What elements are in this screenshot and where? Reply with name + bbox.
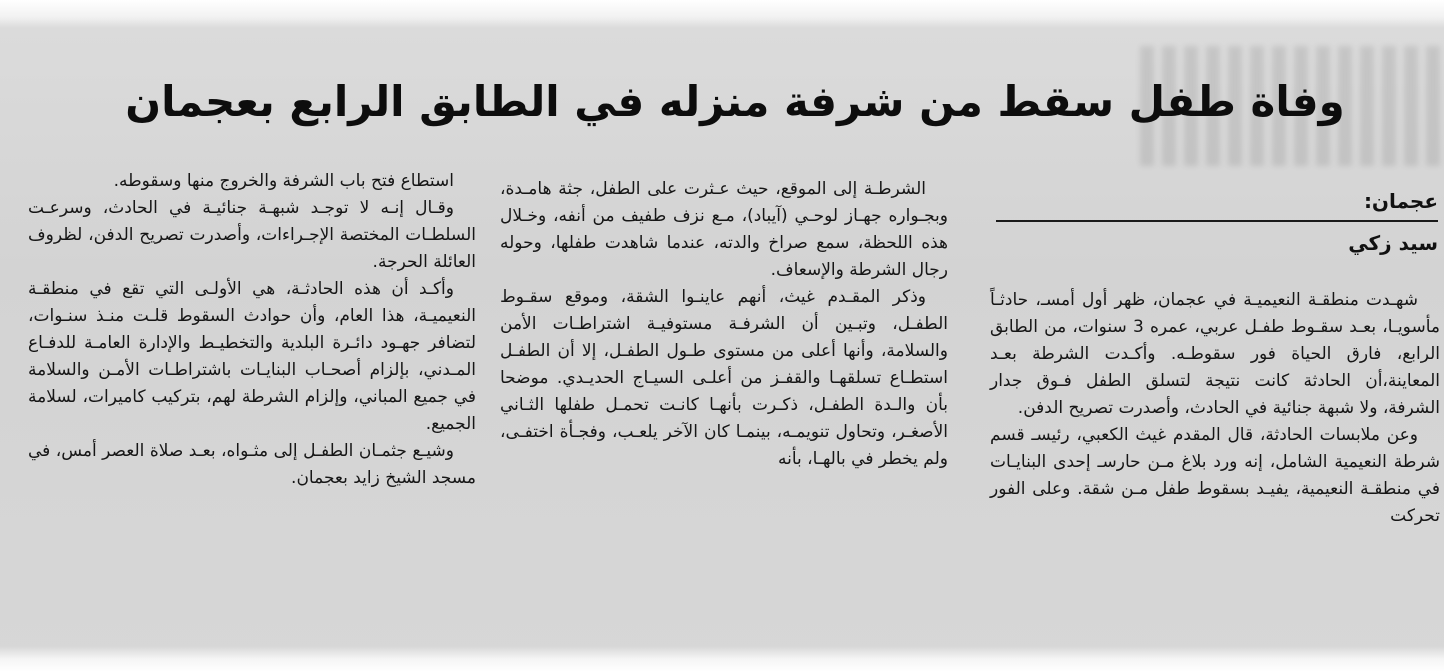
paragraph: وشيـع جثمـان الطفـل إلى مثـواه، بعـد صلاة العصر أمس، في مسجد الشيخ زايد بعجمان. — [28, 441, 476, 488]
paragraph: شهـدت منطقـة النعيميـة في عجمان، ظهر أول أمسـ، حادثـاً مأسويـا، بعـد سقـوط طفـل عربي، عمره 3 سنوات، من الطابق الرابع، فارق الحياة فور سقوطـه. وأكـدت الشرطة بعـد المعاينة،أن الحادثة كانت نتيجة لتسلق الطفل فـوق جدار الشرفة، ولا شبهة جنائية في الحادث، وأصدرت تصريح الدفن. — [990, 290, 1440, 418]
paragraph: وعن ملابسات الحادثة، قال المقدم غيث الكعبي، رئيسـ قسم شرطة النعيمية الشامل، إنه ورد بلاغ مـن حارسـ إحدى البنايـات في منطقـة النعيمية، يفيـد بسقوط طفل مـن شقة. وعلى الفور تحركت — [990, 425, 1440, 526]
paragraph: وأكـد أن هذه الحادثـة، هي الأولـى التي تقع في منطقـة النعيميـة، هذا العام، وأن حوادث السقوط قلـت منـذ سنـوات، لتضافر جهـود دائـرة البلدية والتخطيـط والإدارة العامـة للدفـاع المـدني، بإلزام أصحـاب البنايـات باشتراطـات الأمـن والسلامة في جميع المباني، وإلزام الشرطة لهم، بتركيب كاميرات، لسلامة الجميع. — [28, 279, 476, 434]
article-column-2 — [500, 176, 948, 473]
article-headline: وفاة طفل سقط من شرفة منزله في الطابق الرابع بعجمان — [125, 77, 1345, 126]
byline-divider — [996, 220, 1438, 222]
author-name: سيد زكي — [1348, 231, 1438, 255]
article-column-1 — [990, 287, 1440, 530]
paragraph: وذكر المقـدم غيث، أنهم عاينـوا الشقة، وموقع سقـوط الطفـل، وتبـين أن الشرفـة مستوفيـة اشتراطـات الأمن والسلامة، وأنها أعلى من مستوى طـول الطفـل، إلا أن الطفـل استطـاع تسلقهـا والقفـز من أعلـى السيـاج الحديـدي. موضحا بأن والـدة الطفـل، ذكـرت بأنهـا كانـت تحمـل طفلها الثـاني الأصغـر، وتحاول تنويمـه، بينمـا كان الآخر يلعـب، وفجـأة اختفـى، ولم يخطر في بالهـا، بأنه — [500, 287, 948, 469]
dateline: عجمان: — [1363, 189, 1438, 213]
paragraph: استطاع فتح باب الشرفة والخروج منها وسقوطه. — [113, 171, 454, 191]
article-column-3 — [28, 168, 476, 492]
paragraph: وقـال إنـه لا توجـد شبهـة جنائيـة في الحادث، وسرعـت السلطـات المختصة الإجـراءات، وأصدرت تصريح الدفن، لظروف العائلة الحرجة. — [28, 198, 476, 272]
scan-bottom-edge — [0, 646, 1444, 672]
byline-block — [996, 186, 1438, 258]
scan-top-edge — [0, 0, 1444, 28]
paragraph: الشرطـة إلى الموقع، حيث عـثرت على الطفل، جثة هامـدة، وبجـواره جهـاز لوحـي (آيباد)، مـع نزف طفيف من أنفه، وخـلال هذه اللحظة، سمع صراخ والدته، عندما شاهدت طفلها، وحوله رجال الشرطة والإسعاف. — [500, 179, 948, 280]
